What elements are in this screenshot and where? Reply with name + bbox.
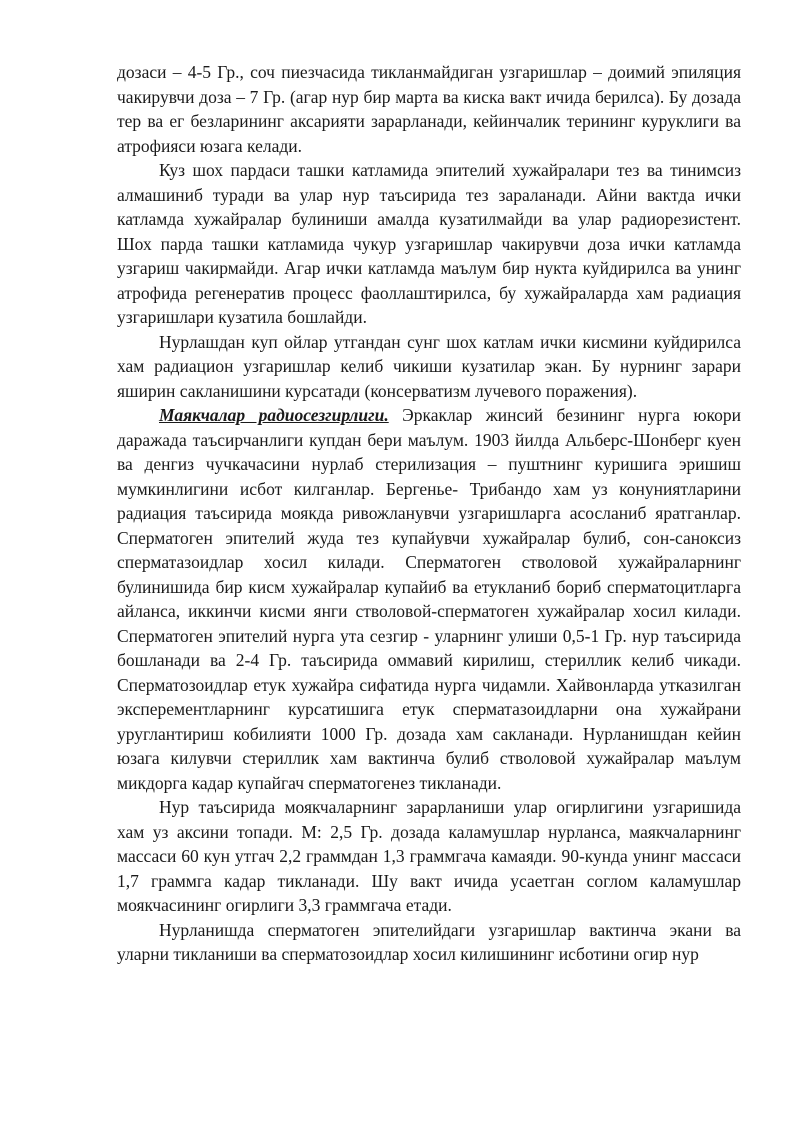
paragraph-4-text: Эркаклар жинсий безининг нурга юкори даражада таъсирчанлиги купдан бери маълум. 1903 йилда Альберс-Шонберг куен ва денгиз чучкачасини нурлаб стерилизация – пуштнинг куришига эришиш мумкинлигини исбот килганлар. Бергенье- Трибандо хам уз конуниятларини радиация таъсирида моякда ривожланувчи узгаришларга асосланиб яратганлар. Сперматоген эпителий жуда тез купайувчи хужайралар булиб, сон-саноксиз сперматазоидлар хосил килади. Сперматоген стволовой хужайраларнинг булинишида бир кисм хужайралар купайиб ва етукланиб бориб сперматоцитларга айланса, иккинчи кисми янги стволовой-сперматоген хужайралар хосил килади. Сперматоген эпителий нурга ута сезгир - уларнинг улиши 0,5-1 Гр. нур таъсирида бошланади ва 2-4 Гр. таъсирида оммавий кирилиш, стериллик келиб чикади. Сперматозоидлар етук хужайра сифатида нурга чидамли. Хайвонларда утказилган эксперементларнинг курсатишига етук сперматазоидларни она хужайрани уруглантириш кобилияти 1000 Гр. дозада хам сакланади. Нурланишдан кейин юзага килувчи стериллик хам вактинча булиб стволовой хужайралар маълум микдорга кадар купайгач сперматогенез тикланади. — [117, 405, 741, 793]
paragraph-4 — [117, 403, 741, 795]
paragraph-2-text: Куз шох пардаси ташки катламида эпителий хужайралари тез ва тинимсиз алмашиниб туради ва улар нур таъсирида тез зараланади. Айни вактда ички катламда хужайралар булиниши амалда кузатилмайди ва улар радиорезистент. Шох парда ташки катламида чукур узгаришлар чакирувчи доза ички катламда узгариш чакирмайди. Агар ички катламда маълум бир нукта куйдирилса ва унинг атрофида регенератив процесс фаоллаштирилса, бу хужайраларда хам радиация узгаришлари кузатила бошлайди. — [117, 160, 741, 327]
paragraph-3-text: Нурлашдан куп ойлар утгандан сунг шох катлам ички кисмини куйдирилса хам радиацион узгаришлар келиб чикиши кузатилар экан. Бу нурнинг зарари яширин сакланишини курсатади (консерватизм лучевого поражения). — [117, 331, 741, 401]
paragraph-6 — [117, 918, 741, 967]
document-page — [117, 60, 741, 967]
paragraph-5 — [117, 795, 741, 918]
paragraph-2 — [117, 158, 741, 330]
paragraph-1-text: дозаси – 4-5 Гр., соч пиезчасида тикланмайдиган узгаришлар – доимий эпиляция чакирувчи доза – 7 Гр. (агар нур бир марта ва киска вакт ичида берилса). Бу дозада тер ва ег безларининг аксарияти зарарланади, кейинчалик терининг куруклиги ва атрофияси юзага келади. — [117, 62, 741, 156]
paragraph-1 — [117, 60, 741, 158]
paragraph-5-text: Нур таъсирида моякчаларнинг зарарланиши улар огирлигини узгаришида хам уз аксини топади. М: 2,5 Гр. дозада каламушлар нурланса, маякчаларнинг массаси 60 кун утгач 2,2 граммдан 1,3 граммгача камаяди. 90-кунда унинг массаси 1,7 граммга кадар тикланади. Шу вакт ичида усаетган соглом каламушлар моякчасининг огирлиги 3,3 граммгача етади. — [117, 797, 741, 915]
paragraph-6-text: Нурланишда сперматоген эпителийдаги узгаришлар вактинча экани ва уларни тикланиши ва сперматозоидлар хосил килишининг исботини огир нур — [117, 919, 741, 964]
paragraph-3 — [117, 330, 741, 404]
section-heading: Маякчалар радиосезгирлиги. — [159, 405, 389, 425]
